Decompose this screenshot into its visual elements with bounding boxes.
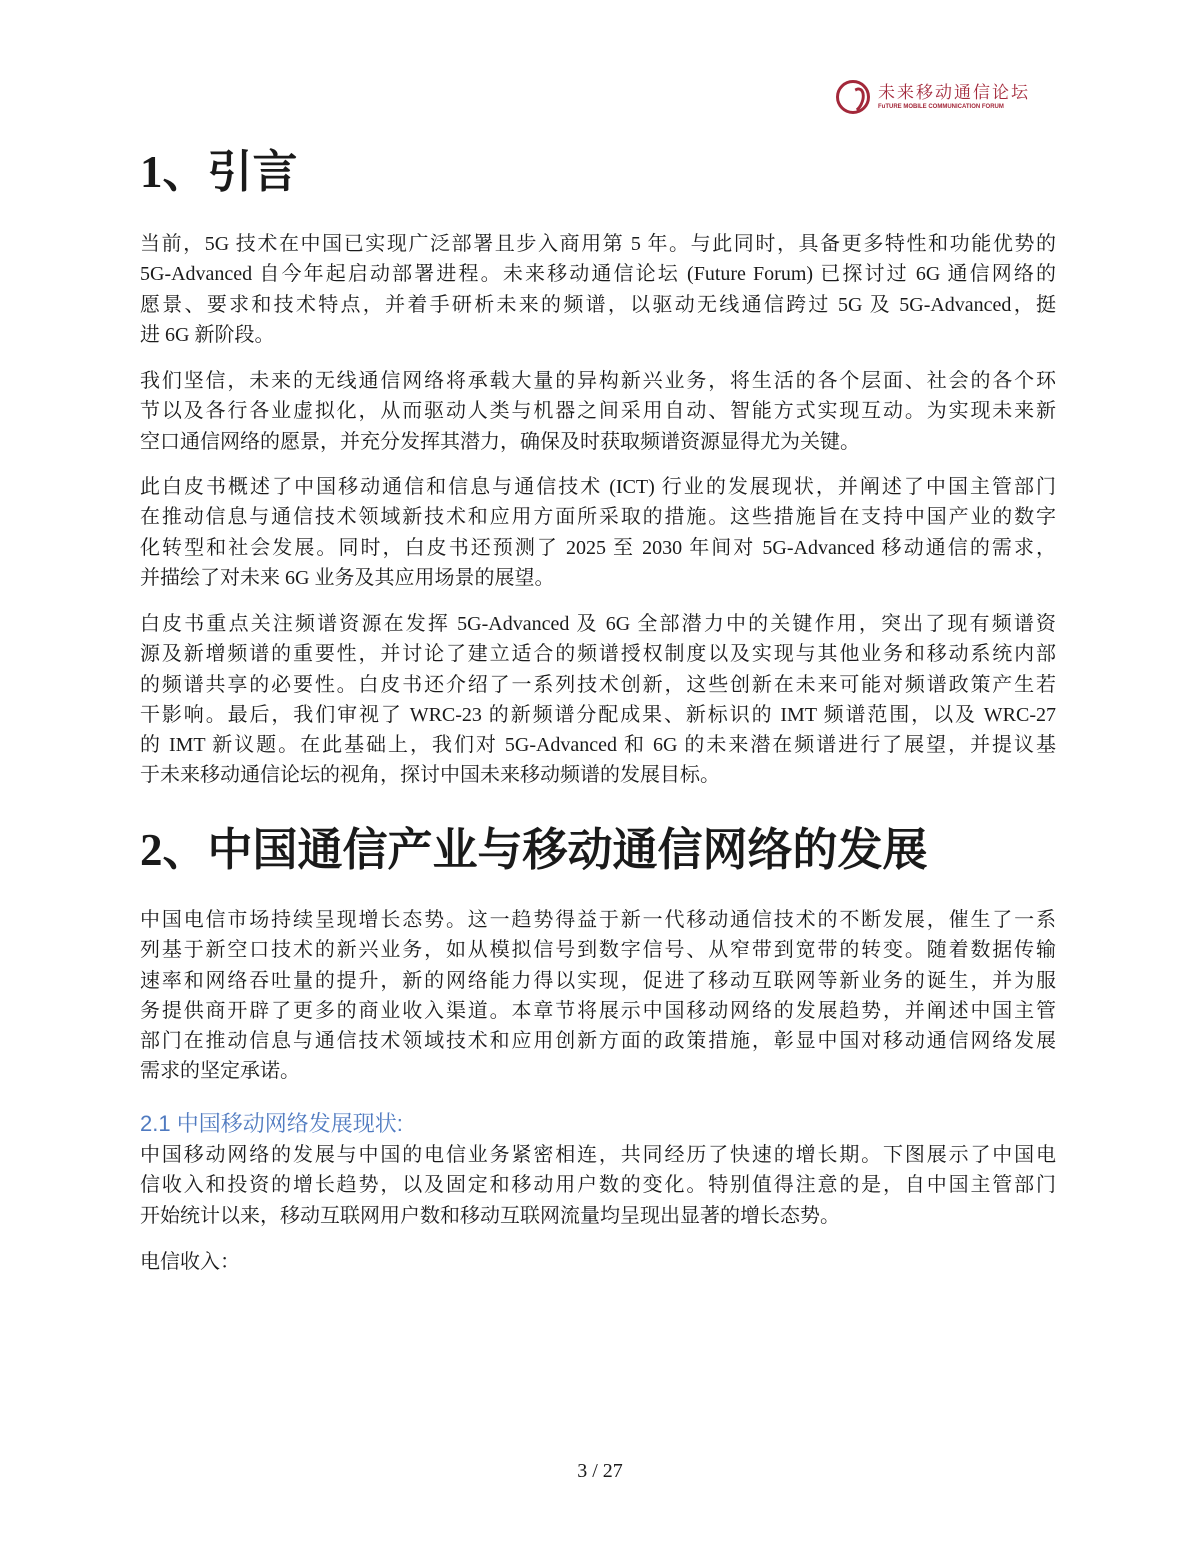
paragraph <box>140 1140 1056 1231</box>
section-1-heading: 1、引言 <box>140 147 298 197</box>
text-line: 中国移动网络的发展与中国的电信业务紧密相连，共同经历了快速的增长期。下图展示了中国电 <box>140 1144 1056 1166</box>
text-line: 在推动信息与通信技术领域新技术和应用方面所采取的措施。这些措施旨在支持中国产业的数字 <box>140 506 1056 529</box>
text-line: 干影响。最后，我们审视了 WRC-23 的新频谱分配成果、新标识的 IMT 频谱范围，以及 WRC-27 <box>140 703 1056 726</box>
text-line: 需求的坚定承诺。 <box>140 1060 300 1083</box>
paragraph <box>140 366 1056 457</box>
text-line: 此白皮书概述了中国移动通信和信息与通信技术 (ICT) 行业的发展现状，并阐述了中国主管部门 <box>140 476 1056 498</box>
text-line: 5G-Advanced 自今年起启动部署进程。未来移动通信论坛 (Future Forum) 已探讨过 6G 通信网络的 <box>140 263 1056 286</box>
text-line: 化转型和社会发展。同时，白皮书还预测了 2025 至 2030 年间对 5G-Advanced 移动通信的需求， <box>140 536 1056 559</box>
text-line: 于未来移动通信论坛的视角，探讨中国未来移动频谱的发展目标。 <box>140 764 720 787</box>
logo-cn-text: 未来移动通信论坛 <box>878 83 1030 102</box>
forum-logo-icon <box>836 80 870 114</box>
text-line: 空口通信网络的愿景，并充分发挥其潜力，确保及时获取频谱资源显得尤为关键。 <box>140 430 860 453</box>
forum-logo <box>836 80 1030 114</box>
paragraph <box>140 905 1056 1087</box>
text-line: 的 IMT 新议题。在此基础上，我们对 5G-Advanced 和 6G 的未来潜在频谱进行了展望，并提议基 <box>140 734 1056 757</box>
text-line: 当前，5G 技术在中国已实现广泛部署且步入商用第 5 年。与此同时，具备更多特性和功能优势的 <box>140 233 1056 255</box>
paragraph <box>140 229 1056 350</box>
text-line: 进 6G 新阶段。 <box>140 323 275 346</box>
text-line: 愿景、要求和技术特点，并着手研析未来的频谱，以驱动无线通信跨过 5G 及 5G-Advanced，挺 <box>140 293 1056 316</box>
text-line: 务提供商开辟了更多的商业收入渠道。本章节将展示中国移动网络的发展趋势，并阐述中国主管 <box>140 999 1056 1022</box>
subsection-2-1-heading: 2.1 中国移动网络发展现状: <box>140 1111 403 1136</box>
paragraph <box>140 1247 1056 1277</box>
text-line: 的频谱共享的必要性。白皮书还介绍了一系列技术创新，这些创新在未来可能对频谱政策产生若 <box>140 673 1056 696</box>
text-line: 开始统计以来，移动互联网用户数和移动互联网流量均呈现出显著的增长态势。 <box>140 1204 840 1227</box>
text-line: 速率和网络吞吐量的提升，新的网络能力得以实现，促进了移动互联网等新业务的诞生，并为服 <box>140 969 1056 992</box>
paragraph <box>140 472 1056 593</box>
text-line: 列基于新空口技术的新兴业务，如从模拟信号到数字信号、从窄带到宽带的转变。随着数据传输 <box>140 939 1056 962</box>
paragraph <box>140 609 1056 791</box>
text-line: 并描绘了对未来 6G 业务及其应用场景的展望。 <box>140 566 555 589</box>
text-line: 节以及各行各业虚拟化，从而驱动人类与机器之间采用自动、智能方式实现互动。为实现未来新 <box>140 400 1056 423</box>
logo-en-text: FuTURE MOBILE COMMUNICATION FORUM <box>878 104 1004 110</box>
text-line: 信收入和投资的增长趋势，以及固定和移动用户数的变化。特别值得注意的是，自中国主管部门 <box>140 1174 1056 1197</box>
text-line: 中国电信市场持续呈现增长态势。这一趋势得益于新一代移动通信技术的不断发展，催生了一系 <box>140 909 1056 931</box>
text-line: 源及新增频谱的重要性，并讨论了建立适合的频谱授权制度以及实现与其他业务和移动系统内部 <box>140 643 1056 666</box>
text-line: 我们坚信，未来的无线通信网络将承载大量的异构新兴业务，将生活的各个层面、社会的各个环 <box>140 370 1056 392</box>
text-line: 白皮书重点关注频谱资源在发挥 5G-Advanced 及 6G 全部潜力中的关键作用，突出了现有频谱资 <box>140 613 1056 635</box>
text-line: 电信收入： <box>140 1251 240 1273</box>
text-line: 部门在推动信息与通信技术领域技术和应用创新方面的政策措施，彰显中国对移动通信网络发展 <box>140 1030 1056 1053</box>
section-2-heading: 2、中国通信产业与移动通信网络的发展 <box>140 825 928 875</box>
page-number: 3 / 27 <box>577 1460 623 1482</box>
